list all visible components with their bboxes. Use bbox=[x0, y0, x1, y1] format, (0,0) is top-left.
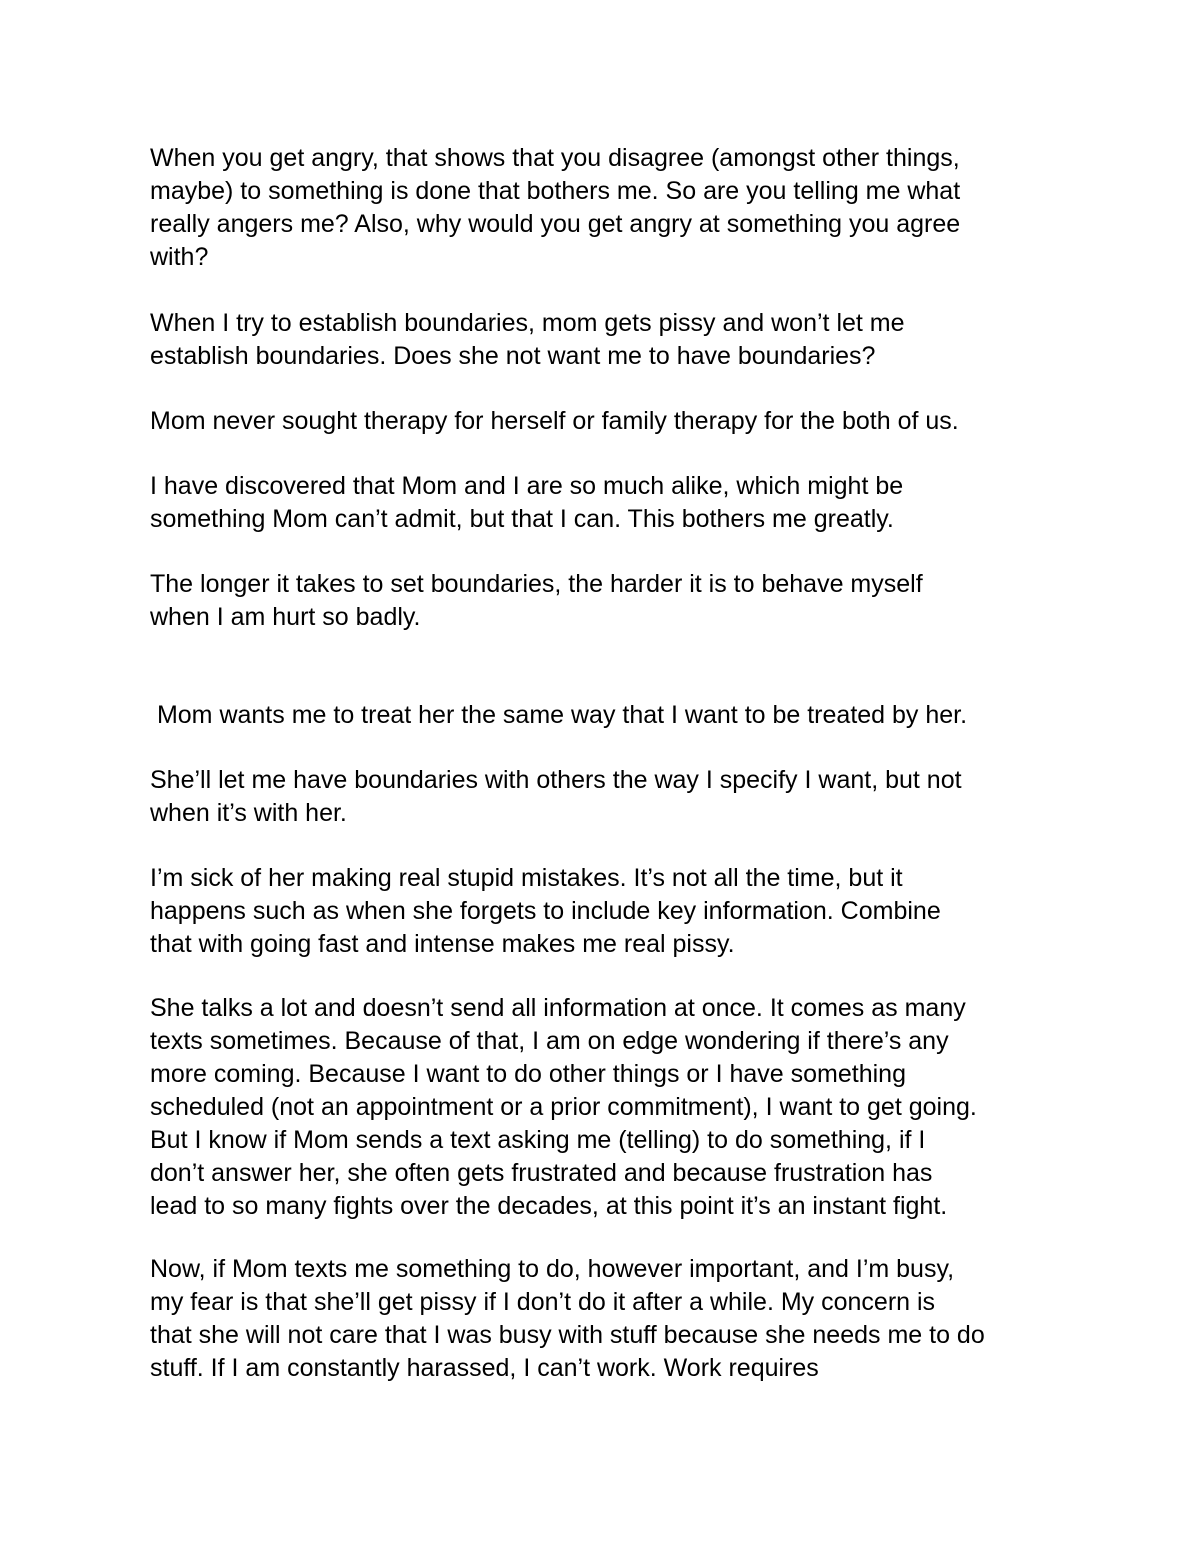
text-line: Mom wants me to treat her the same way that I want to be treated by her. bbox=[150, 701, 968, 729]
text-line: happens such as when she forgets to include key information. Combine bbox=[150, 897, 941, 925]
text-line: more coming. Because I want to do other things or I have something bbox=[150, 1060, 906, 1088]
text-line: texts sometimes. Because of that, I am on edge wondering if there’s any bbox=[150, 1027, 949, 1055]
text-line: maybe) to something is done that bothers me. So are you telling me what bbox=[150, 177, 961, 205]
text-line: But I know if Mom sends a text asking me (telling) to do something, if I bbox=[150, 1126, 926, 1154]
text-line: When I try to establish boundaries, mom gets pissy and won’t let me bbox=[150, 309, 905, 337]
paragraph-9 bbox=[150, 992, 977, 1223]
paragraph-1 bbox=[150, 142, 960, 274]
text-line: The longer it takes to set boundaries, the harder it is to behave myself bbox=[150, 570, 923, 598]
text-line: when I am hurt so badly. bbox=[150, 603, 421, 631]
paragraph-5 bbox=[150, 568, 923, 634]
text-line: I’m sick of her making real stupid mistakes. It’s not all the time, but it bbox=[150, 864, 903, 892]
paragraph-10 bbox=[150, 1253, 985, 1385]
text-line: that with going fast and intense makes me real pissy. bbox=[150, 930, 735, 958]
text-line: Now, if Mom texts me something to do, however important, and I’m busy, bbox=[150, 1255, 955, 1283]
text-line: establish boundaries. Does she not want me to have boundaries? bbox=[150, 342, 876, 370]
text-line: Mom never sought therapy for herself or family therapy for the both of us. bbox=[150, 407, 959, 435]
text-line: She talks a lot and doesn’t send all information at once. It comes as many bbox=[150, 994, 966, 1022]
text-line: really angers me? Also, why would you get angry at something you agree bbox=[150, 210, 961, 238]
text-line: don’t answer her, she often gets frustrated and because frustration has bbox=[150, 1159, 933, 1187]
paragraph-4 bbox=[150, 470, 903, 536]
text-line: my fear is that she’ll get pissy if I don’t do it after a while. My concern is bbox=[150, 1288, 936, 1316]
text-line: She’ll let me have boundaries with others the way I specify I want, but not bbox=[150, 766, 962, 794]
text-line: I have discovered that Mom and I are so much alike, which might be bbox=[150, 472, 904, 500]
text-line: with? bbox=[150, 243, 209, 271]
paragraph-6 bbox=[150, 699, 967, 732]
paragraph-8 bbox=[150, 862, 941, 961]
text-line: When you get angry, that shows that you disagree (amongst other things, bbox=[150, 144, 960, 172]
text-line: stuff. If I am constantly harassed, I can’t work. Work requires bbox=[150, 1354, 819, 1382]
text-line: when it’s with her. bbox=[150, 799, 347, 827]
text-line: that she will not care that I was busy with stuff because she needs me to do bbox=[150, 1321, 985, 1349]
paragraph-7 bbox=[150, 764, 962, 830]
paragraph-2 bbox=[150, 307, 905, 373]
text-line: lead to so many fights over the decades, at this point it’s an instant fight. bbox=[150, 1192, 948, 1220]
text-line: something Mom can’t admit, but that I can. This bothers me greatly. bbox=[150, 505, 894, 533]
text-line: scheduled (not an appointment or a prior commitment), I want to get going. bbox=[150, 1093, 977, 1121]
paragraph-3 bbox=[150, 405, 959, 438]
